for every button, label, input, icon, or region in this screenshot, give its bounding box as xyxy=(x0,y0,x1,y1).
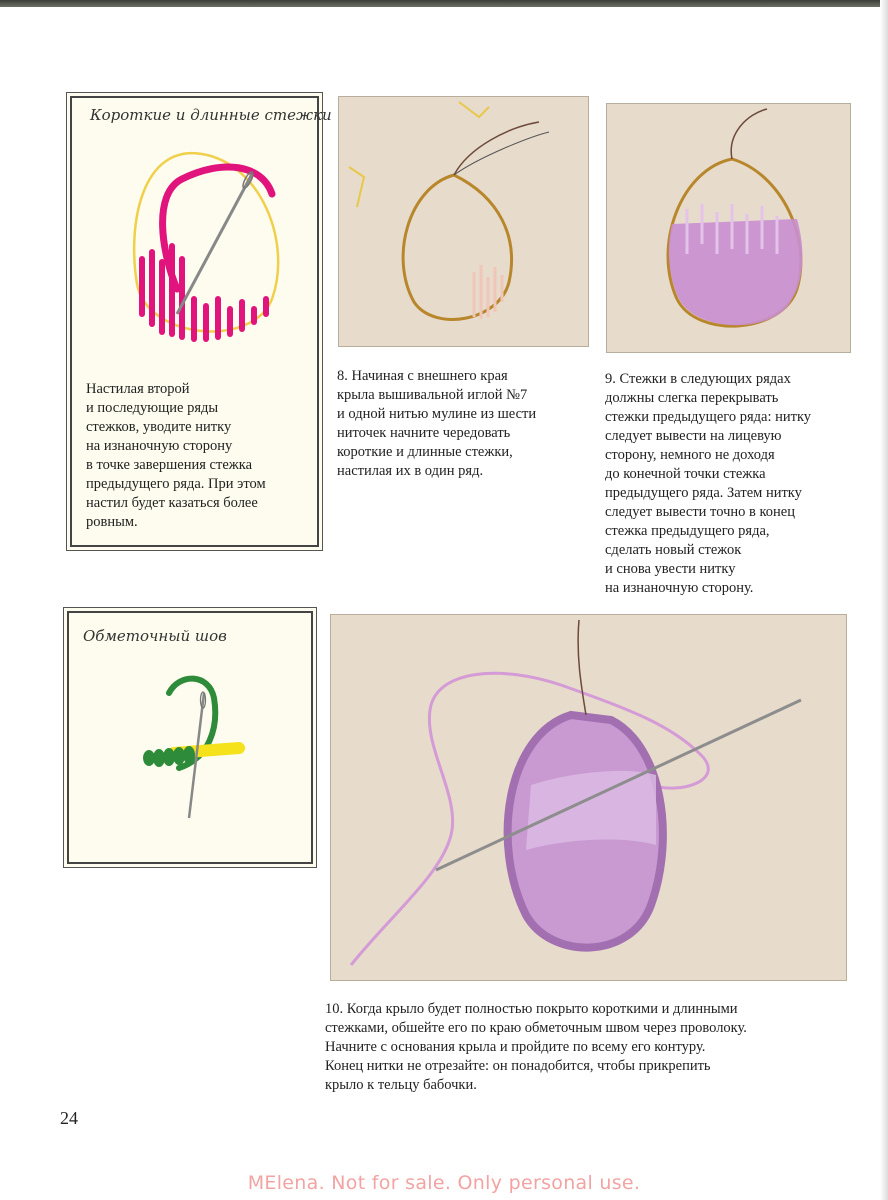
tip-title: Обметочный шов xyxy=(83,627,227,645)
tip-line: на изнаночную сторону xyxy=(86,438,233,454)
caption-line: следует вывести на лицевую xyxy=(605,428,782,444)
caption-line: настилая их в один ряд. xyxy=(337,463,484,479)
step-8-caption xyxy=(337,367,536,481)
caption-line: и одной нитью мулине из шести xyxy=(337,406,537,422)
short-long-stitch-diagram xyxy=(102,134,302,369)
overcast-stitch-diagram xyxy=(129,668,269,828)
caption-line: 9. Стежки в следующих рядах xyxy=(605,371,791,387)
photo-step-9 xyxy=(606,103,851,353)
tip-line: в точке завершения стежка xyxy=(86,457,253,473)
tip-title: Короткие и длинные стежки xyxy=(90,106,332,124)
caption-line: на изнаночную сторону. xyxy=(605,580,754,596)
needle-icon xyxy=(177,171,255,314)
page-number: 24 xyxy=(60,1108,78,1128)
caption-line: крыло к тельцу бабочки. xyxy=(325,1077,477,1093)
scan-top-edge xyxy=(0,0,888,7)
step-9-caption xyxy=(605,370,811,598)
photo-step-10 xyxy=(330,614,847,981)
working-thread xyxy=(163,167,272,289)
caption-line: стежками, обшейте его по краю обметочным швом через проволоку. xyxy=(325,1020,747,1036)
caption-line: Конец нитки не отрезайте: он понадобится, чтобы прикрепить xyxy=(325,1058,711,1074)
caption-line: сделать новый стежок xyxy=(605,542,742,558)
caption-line: крыла вышивальной иглой №7 xyxy=(337,387,528,403)
caption-line: предыдущего ряда. Затем нитку xyxy=(605,485,802,501)
caption-line: стежки предыдущего ряда: нитку xyxy=(605,409,812,425)
caption-line: стежка предыдущего ряда, xyxy=(605,523,770,539)
caption-line: и снова увести нитку xyxy=(605,561,736,577)
watermark: MElena. Not for sale. Only personal use. xyxy=(247,1172,641,1194)
caption-line: 10. Когда крыло будет полностью покрыто короткими и длинными xyxy=(325,1001,738,1017)
caption-line: ниточек начните чередовать xyxy=(337,425,511,441)
step-10-caption xyxy=(325,1000,747,1095)
tip-text xyxy=(86,380,266,532)
tip-box-short-long-stitches xyxy=(70,96,332,547)
caption-line: Начните с основания крыла и пройдите по всему его контуру. xyxy=(325,1039,706,1055)
tip-box-overcast-stitch xyxy=(67,611,313,864)
tip-line: стежков, уводите нитку xyxy=(86,419,232,435)
tip-line: Настилая второй xyxy=(86,381,190,397)
caption-line: должны слегка перекрывать xyxy=(605,390,779,406)
embroidered-fill xyxy=(669,219,803,325)
caption-line: до конечной точки стежка xyxy=(605,466,766,482)
caption-line: 8. Начиная с внешнего края xyxy=(337,368,508,384)
caption-line: сторону, немного не доходя xyxy=(605,447,775,463)
caption-line: короткие и длинные стежки, xyxy=(337,444,513,460)
photo-step-8 xyxy=(338,96,589,347)
tip-line: и последующие ряды xyxy=(86,400,219,416)
tip-line: настил будет казаться более xyxy=(86,495,258,511)
scan-right-edge xyxy=(880,0,888,1200)
tip-line: предыдущего ряда. При этом xyxy=(86,476,266,492)
tip-line: ровным. xyxy=(86,514,138,530)
caption-line: следует вывести точно в конец xyxy=(605,504,795,520)
